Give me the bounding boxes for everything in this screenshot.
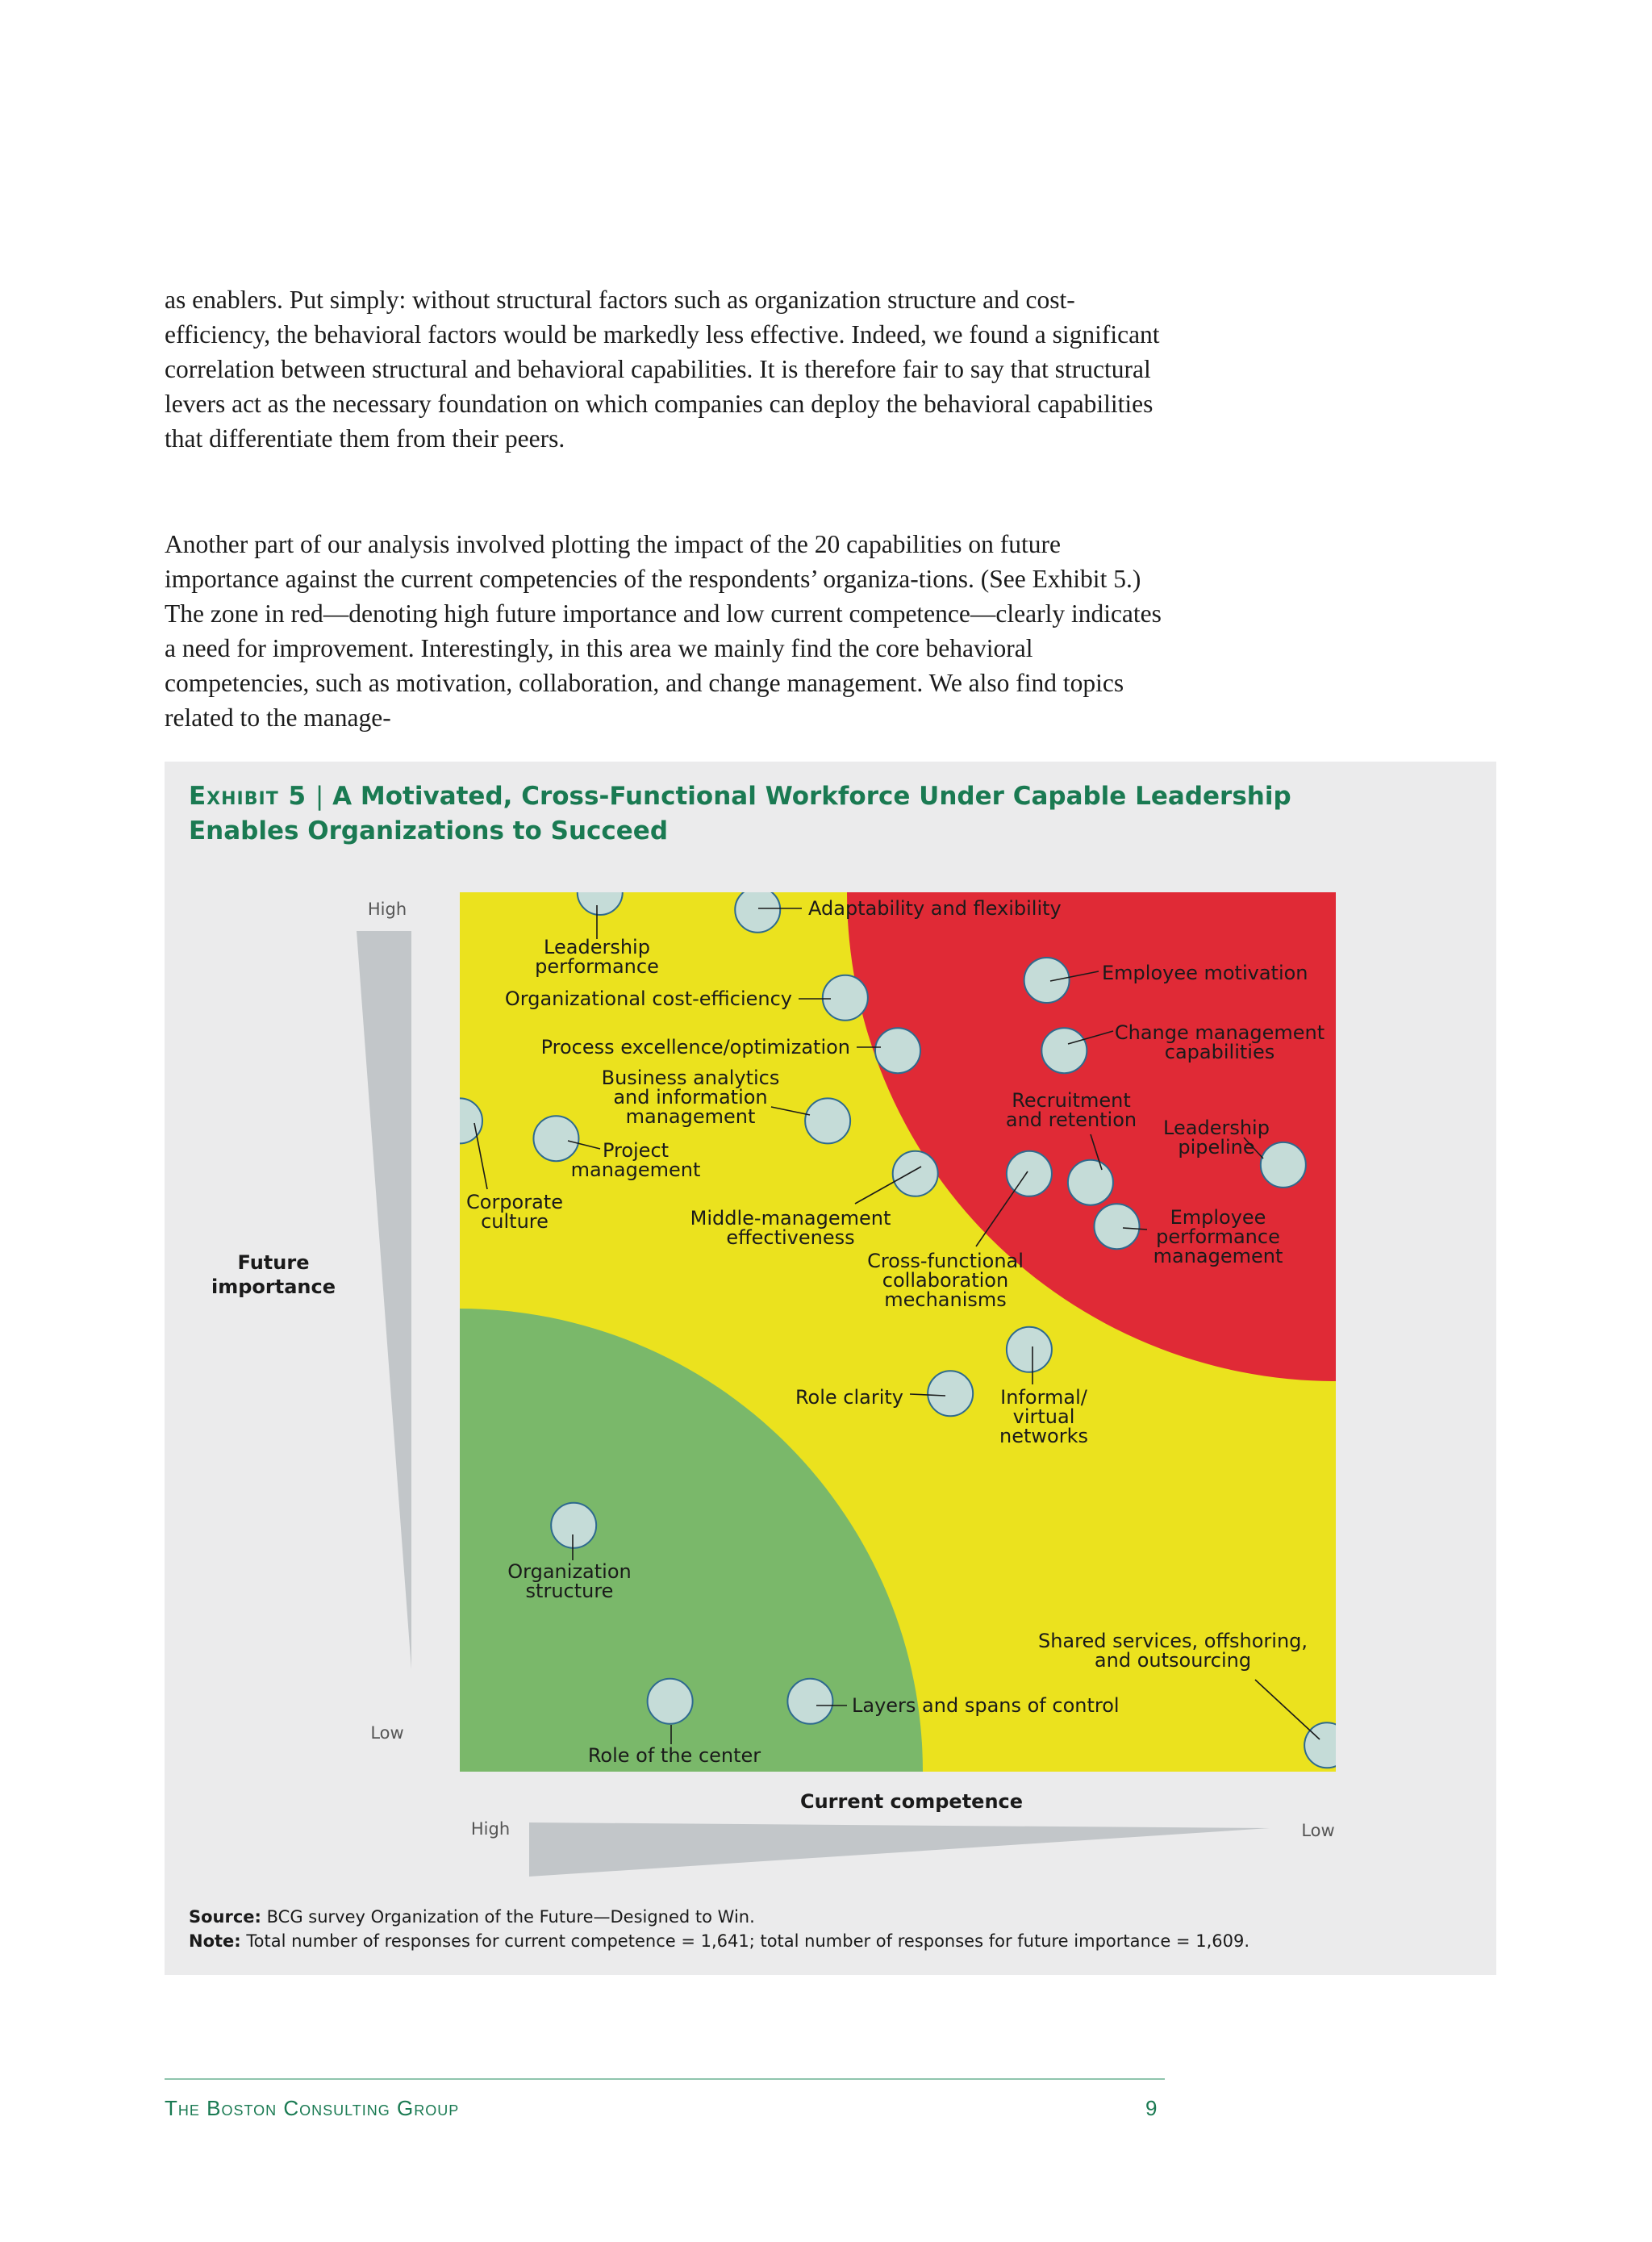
point-label: Adaptability and flexibility: [808, 897, 1062, 920]
data-point: [1041, 1028, 1087, 1073]
future-importance-arrow: [357, 931, 411, 1669]
footer-rule: [165, 2078, 1165, 2080]
point-label: Leadership performance: [535, 936, 659, 978]
body-paragraph-2: Another part of our analysis involved plotting the impact of the 20 capabilities on future importance against the current competencies of the respondents’ organiza-tions. (See Exhibit 5.) The zone in red—denoting high future importance and low current competence—clearly indicates a need for improvement. Interestingly, in this area we mainly find the core behavioral competencies, such as motivation, collaboration, and change management. We also find topics related to the manage-: [165, 530, 1162, 732]
point-label: Corporate culture: [466, 1191, 563, 1233]
data-point: [1304, 1722, 1350, 1768]
source-text: BCG survey Organization of the Future—Designed to Win.: [266, 1907, 755, 1927]
exhibit-panel: [165, 762, 1496, 1975]
point-label: Recruitment and retention: [1005, 1089, 1137, 1131]
data-point: [928, 1371, 973, 1416]
source-label: Source:: [189, 1907, 261, 1927]
source-line: [189, 1907, 755, 1927]
x-axis-title: Current competence: [799, 1790, 1024, 1813]
data-point: [551, 1503, 596, 1548]
data-point: [1007, 1327, 1052, 1372]
point-label: Employee motivation: [1102, 962, 1308, 984]
point-label: Change management capabilities: [1114, 1021, 1325, 1063]
data-point: [648, 1679, 693, 1724]
exhibit-separator: |: [315, 782, 324, 811]
note-label: Note:: [189, 1931, 241, 1951]
data-point: [533, 1116, 578, 1161]
point-label: Layers and spans of control: [852, 1694, 1120, 1717]
data-point: [437, 1098, 482, 1143]
footer-brand: The Boston Consulting Group: [165, 2096, 460, 2120]
exhibit-title-text: A Motivated, Cross-Functional Workforce Under Capable Leadership Enables Organizations to Succeed: [189, 782, 1291, 845]
data-point: [1007, 1151, 1052, 1196]
note-text: Total number of responses for current competence = 1,641; total number of responses for future importance = 1,609.: [246, 1931, 1249, 1951]
page-number: 9: [1145, 2096, 1158, 2120]
point-label: Business analytics and information management: [601, 1067, 780, 1128]
data-point: [893, 1151, 938, 1196]
point-label: Role clarity: [795, 1386, 903, 1409]
body-paragraph-1: as enablers. Put simply: without structural factors such as organization structure and cost-efficiency, the behavioral factors would be markedly less effective. Indeed, we found a significant correlation between structural and behavioral capabilities. It is therefore fair to say that structural levers act as the necessary foundation on which companies can deploy the behavioral capabilities that differentiate them from their peers.: [165, 286, 1160, 453]
y-axis-high-label: High: [367, 900, 407, 919]
data-point: [823, 975, 868, 1021]
point-label: Employee performance management: [1153, 1206, 1283, 1267]
exhibit-label: Exhibit 5: [189, 782, 307, 811]
point-label: Project management: [570, 1139, 701, 1181]
x-axis-low-label: Low: [1301, 1821, 1335, 1840]
data-point: [787, 1679, 832, 1724]
point-label: Informal/ virtual networks: [999, 1386, 1088, 1447]
point-label: Cross-functional collaboration mechanisms: [867, 1250, 1024, 1311]
data-point: [1261, 1142, 1306, 1188]
point-label: Leadership pipeline: [1163, 1117, 1270, 1159]
data-point: [1095, 1204, 1140, 1249]
point-label: Role of the center: [587, 1744, 761, 1767]
point-label: Middle-management effectiveness: [690, 1207, 891, 1249]
data-point: [875, 1028, 920, 1073]
note-line: [189, 1931, 1249, 1951]
y-axis-title: Future importance: [211, 1251, 336, 1298]
data-point: [735, 887, 780, 933]
data-point: [1068, 1160, 1113, 1205]
point-label: Process excellence/optimization: [540, 1036, 850, 1058]
point-label: Shared services, offshoring, and outsourcing: [1037, 1630, 1308, 1672]
x-axis-high-label: High: [470, 1819, 511, 1839]
data-point: [578, 870, 623, 915]
data-point: [1024, 958, 1070, 1003]
data-point: [805, 1098, 850, 1143]
y-axis-low-label: Low: [370, 1723, 404, 1743]
current-competence-arrow: [529, 1822, 1270, 1877]
point-label: Organization structure: [507, 1560, 632, 1602]
capability-matrix-chart: [165, 762, 1496, 1975]
point-label: Organizational cost-efficiency: [504, 987, 792, 1010]
